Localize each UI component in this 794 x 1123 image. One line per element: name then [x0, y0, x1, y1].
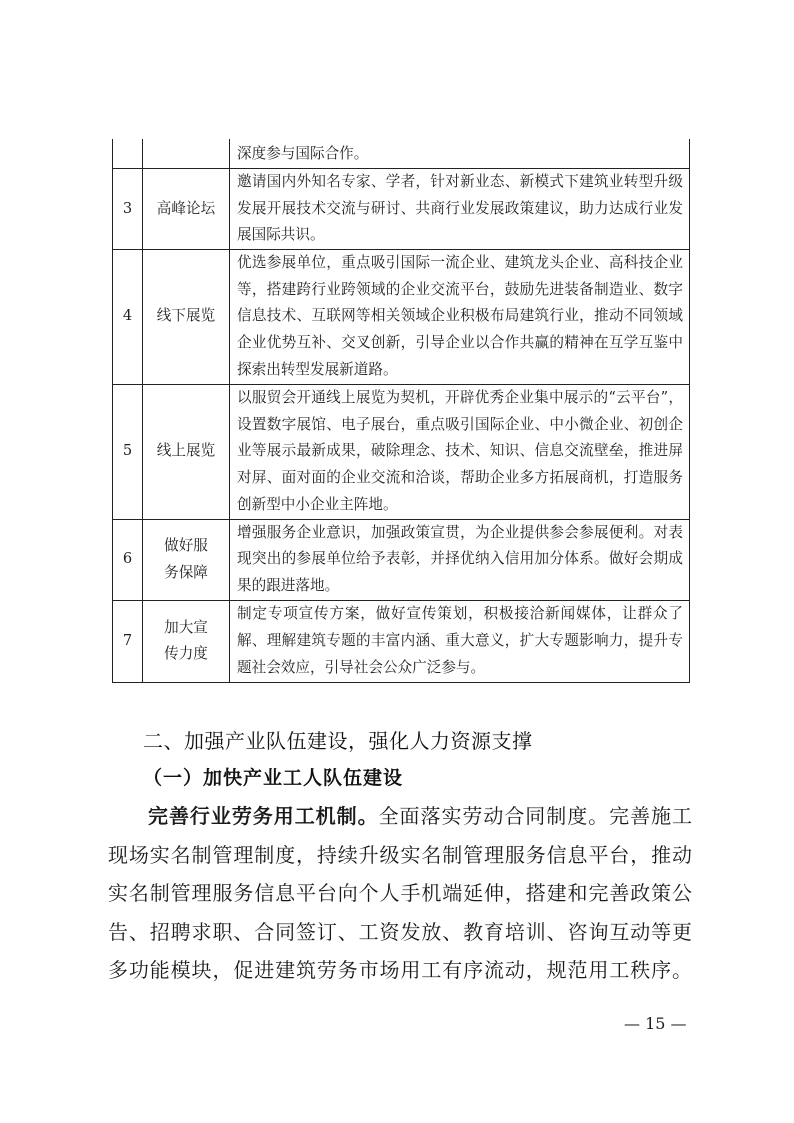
row-number: 3: [113, 169, 143, 250]
paragraph-line: [108, 797, 692, 836]
paragraph-lead: 完善行业劳务用工机制。: [148, 804, 379, 828]
paragraph-line: 多功能模块，促进建筑劳务市场用工有序流动，规范用工秩序。: [108, 958, 692, 982]
row-description: 以服贸会开通线上展览为契机，开辟优秀企业集中展示的“云平台”，设置数字展馆、电子展台，重点吸引国际企业、中小微企业、初创企业等展示最新成果，破除理念、技术、知识、信息交流壁垒，推进屏对屏、面对面的企业交流和洽谈，帮助企业多方拓展商机，打造服务创新型中小企业主阵地。: [230, 384, 690, 519]
row-name: 线上展览: [143, 384, 230, 519]
row-description: 深度参与国际合作。: [230, 139, 690, 169]
paragraph-line: 现场实名制管理制度，持续升级实名制管理服务信息平台，推动: [108, 842, 692, 867]
row-name: [143, 139, 230, 169]
row-name: 线下展览: [143, 249, 230, 384]
page-number: — 15 —: [624, 1014, 687, 1033]
row-description: 优选参展单位，重点吸引国际一流企业、建筑龙头企业、高科技企业等，搭建跨行业跨领域的企业交流平台，鼓励先进装备制造业、数字信息技术、互联网等相关领域企业积极布局建筑行业，推动不同领域企业优势互补、交叉创新，引导企业以合作共赢的精神在互学互鉴中探索出转型发展新道路。: [230, 249, 690, 384]
row-number: 6: [113, 519, 143, 600]
table-row: [113, 169, 690, 250]
row-name: 高峰论坛: [143, 169, 230, 250]
subsection-heading: （一）加快产业工人队伍建设: [143, 767, 404, 789]
paragraph-line: 告、招聘求职、合同签订、工资发放、教育培训、咨询互动等更: [108, 919, 692, 944]
project-table: [112, 139, 690, 683]
paragraph-text: 全面落实劳动合同制度。完善施工: [378, 804, 693, 828]
row-description: 增强服务企业意识，加强政策宣贯，为企业提供参会参展便利。对表现突出的参展单位给予表彰，并择优纳入信用加分体系。做好会期成果的跟进落地。: [230, 519, 690, 600]
row-name: 加大宣传力度: [143, 600, 230, 682]
row-number: [113, 139, 143, 169]
table-row: [113, 519, 690, 600]
table-row: [113, 249, 690, 384]
paragraph-line: 实名制管理服务信息平台向个人手机端延伸，搭建和完善政策公: [108, 881, 692, 905]
row-name: 做好服务保障: [143, 519, 230, 600]
row-number: 7: [113, 600, 143, 682]
table-row: [113, 600, 690, 682]
row-number: 4: [113, 249, 143, 384]
row-number: 5: [113, 384, 143, 519]
table-row: [113, 139, 690, 169]
section-heading: 二、加强产业队伍建设，强化人力资源支撑: [143, 729, 533, 753]
row-description: 制定专项宣传方案，做好宣传策划，积极接洽新闻媒体，让群众了解、理解建筑专题的丰富内涵、重大意义，扩大专题影响力，提升专题社会效应，引导社会公众广泛参与。: [230, 600, 690, 682]
body-paragraph: [108, 797, 692, 990]
table-row: [113, 384, 690, 519]
row-description: 邀请国内外知名专家、学者，针对新业态、新模式下建筑业转型升级发展开展技术交流与研讨、共商行业发展政策建议，助力达成行业发展国际共识。: [230, 169, 690, 250]
